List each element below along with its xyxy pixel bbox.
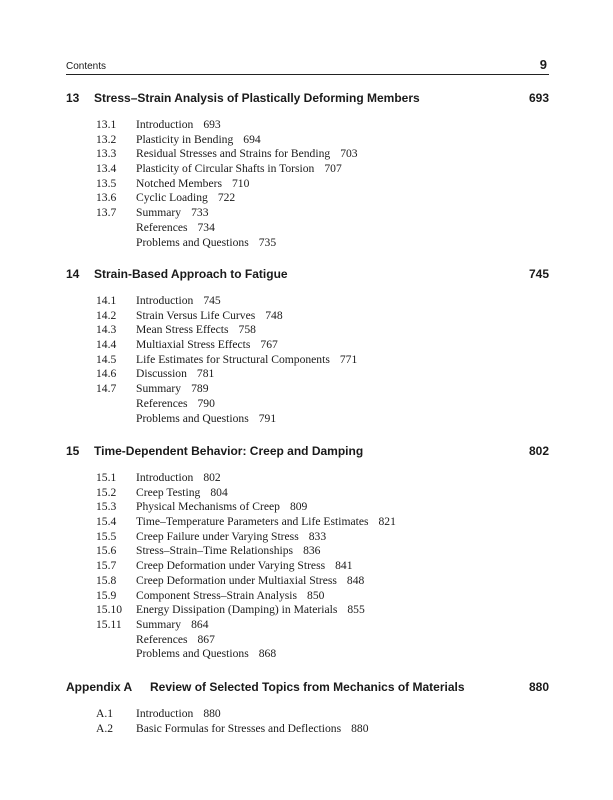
section-number: A.2: [96, 721, 114, 735]
section-title: Summary: [136, 382, 182, 396]
toc-entry: [66, 530, 549, 545]
section-title: Basic Formulas for Stresses and Deflections: [136, 721, 342, 735]
section-title: Time–Temperature Parameters and Life Estimates: [136, 515, 369, 529]
section-page: 802: [203, 471, 221, 484]
section-page: 758: [238, 323, 256, 337]
section-title: Discussion: [136, 367, 187, 381]
section-number: 14.7: [96, 382, 117, 396]
section-number: 13.3: [96, 147, 117, 161]
section-page: 855: [347, 603, 365, 617]
section-number: 15.2: [96, 485, 117, 499]
section-title: Component Stress–Strain Analysis: [136, 588, 298, 602]
section-page: 841: [335, 559, 353, 573]
section-number: 13.6: [96, 191, 117, 205]
toc-entry: [66, 471, 549, 486]
chapter-page: 745: [528, 267, 549, 281]
section-title: Cyclic Loading: [136, 191, 208, 205]
section-number: 14.3: [96, 323, 117, 337]
section-list: [66, 707, 549, 736]
section-page: 710: [231, 176, 250, 190]
section-title: Introduction: [136, 294, 194, 307]
section-title: Stress–Strain–Time Relationships: [136, 544, 294, 558]
toc-entry: [66, 309, 549, 324]
section-page: 745: [203, 294, 221, 307]
toc-entry: [66, 323, 549, 338]
section-page: 867: [197, 632, 215, 646]
chapter-heading: [66, 91, 549, 111]
toc-entry: [66, 707, 549, 722]
section-page: 836: [303, 544, 321, 558]
toc-entry: [66, 367, 549, 382]
toc-entry: [66, 206, 549, 221]
section-page: 804: [210, 485, 228, 499]
page-number: 9: [539, 57, 547, 72]
chapter-heading: [66, 680, 549, 700]
section-number: 15.9: [96, 588, 117, 602]
section-page: 722: [217, 191, 236, 205]
section-page: 880: [351, 721, 369, 735]
chapter-title: Time-Dependent Behavior: Creep and Damping: [94, 444, 364, 458]
toc-entry: [66, 236, 549, 251]
toc-entry: [66, 589, 549, 604]
section-page: 868: [258, 647, 277, 661]
toc-entry: [66, 722, 549, 737]
chapter-title: Strain-Based Approach to Fatigue: [94, 267, 288, 281]
toc-entry: [66, 191, 549, 206]
section-title: Energy Dissipation (Damping) in Materials: [136, 603, 338, 617]
section-page: 767: [260, 338, 278, 352]
chapter-15: [66, 444, 549, 662]
toc-entry: [66, 162, 549, 177]
toc-entry: [66, 559, 549, 574]
toc-entry: [66, 221, 549, 236]
section-title: Creep Deformation under Varying Stress: [136, 559, 326, 573]
section-list: [66, 118, 549, 250]
chapter-number: 15: [66, 444, 80, 458]
section-page: 748: [265, 308, 283, 322]
section-page: 850: [307, 588, 325, 602]
section-title: Notched Members: [136, 176, 222, 190]
toc-entry: [66, 177, 549, 192]
section-title: Strain Versus Life Curves: [136, 308, 256, 322]
toc-entry: [66, 574, 549, 589]
section-number: 15.3: [96, 500, 117, 514]
section-title: Problems and Questions: [136, 235, 249, 249]
chapter-page: 880: [528, 680, 549, 694]
toc-entry: [66, 618, 549, 633]
section-title: Creep Failure under Varying Stress: [136, 529, 299, 543]
section-page: 771: [339, 352, 358, 366]
section-page: 693: [203, 118, 221, 131]
toc-entry: [66, 397, 549, 412]
chapter-title: Stress–Strain Analysis of Plastically Deforming Members: [94, 91, 420, 105]
section-page: 789: [191, 382, 209, 396]
toc-entry: [66, 633, 549, 648]
section-number: 14.6: [96, 367, 117, 381]
chapter-page: 693: [528, 91, 549, 105]
chapter-number: 14: [66, 267, 80, 281]
section-page: 733: [191, 206, 209, 220]
section-page: 821: [378, 515, 396, 529]
section-title: References: [136, 632, 188, 646]
section-page: 707: [324, 162, 342, 176]
section-title: Introduction: [136, 118, 194, 131]
section-number: 13.7: [96, 206, 117, 220]
section-title: Mean Stress Effects: [136, 323, 229, 337]
section-number: A.1: [96, 707, 114, 720]
section-page: 848: [346, 573, 365, 587]
chapter-page: 802: [528, 444, 549, 458]
section-title: Summary: [136, 617, 182, 631]
section-number: 15.8: [96, 573, 117, 587]
toc-entry: [66, 147, 549, 162]
toc-entry: [66, 544, 549, 559]
section-list: [66, 294, 549, 426]
section-page: 880: [203, 707, 221, 720]
section-number: 14.1: [96, 294, 117, 307]
section-page: 735: [258, 235, 277, 249]
chapter-heading: [66, 444, 549, 464]
section-number: 15.5: [96, 529, 117, 543]
chapter-14: [66, 267, 549, 426]
appendix-a: [66, 680, 549, 736]
section-title: Physical Mechanisms of Creep: [136, 500, 280, 514]
section-page: 833: [308, 529, 327, 543]
toc-entry: [66, 353, 549, 368]
section-number: 15.6: [96, 544, 117, 558]
section-number: 15.4: [96, 515, 117, 529]
section-number: 14.4: [96, 338, 117, 352]
running-header-title: Contents: [66, 61, 107, 72]
section-number: 15.11: [96, 617, 122, 631]
section-title: Residual Stresses and Strains for Bending: [136, 147, 331, 161]
section-title: Creep Deformation under Multiaxial Stress: [136, 573, 337, 587]
toc-entry: [66, 603, 549, 618]
section-number: 13.5: [96, 176, 117, 190]
section-page: 734: [197, 220, 215, 234]
toc-entry: [66, 500, 549, 515]
section-page: 703: [340, 147, 358, 161]
toc-entry: [66, 412, 549, 427]
section-number: 13.1: [96, 118, 117, 131]
section-number: 14.5: [96, 352, 117, 366]
section-number: 14.2: [96, 308, 117, 322]
section-title: Summary: [136, 206, 182, 220]
section-page: 809: [289, 500, 308, 514]
section-title: Problems and Questions: [136, 647, 249, 661]
toc-entry: [66, 338, 549, 353]
section-page: 791: [258, 411, 277, 425]
section-title: Problems and Questions: [136, 411, 249, 425]
section-list: [66, 471, 549, 662]
section-page: 694: [243, 132, 261, 146]
chapter-13: [66, 91, 549, 250]
toc-entry: [66, 486, 549, 501]
section-page: 790: [197, 396, 215, 410]
section-title: Multiaxial Stress Effects: [136, 338, 251, 352]
section-number: 13.2: [96, 132, 117, 146]
section-number: 15.10: [96, 603, 123, 617]
section-number: 13.4: [96, 162, 117, 176]
toc-entry: [66, 382, 549, 397]
chapter-number: 13: [66, 91, 80, 105]
toc-entry: [66, 515, 549, 530]
section-title: Life Estimates for Structural Components: [136, 352, 330, 366]
chapter-heading: [66, 267, 549, 287]
section-title: Plasticity of Circular Shafts in Torsion: [136, 162, 315, 176]
toc-entry: [66, 647, 549, 662]
section-page: 781: [196, 367, 215, 381]
section-title: Introduction: [136, 471, 194, 484]
toc-entry: [66, 118, 549, 133]
section-number: 15.7: [96, 559, 117, 573]
running-header: [66, 56, 549, 75]
section-page: 864: [191, 617, 209, 631]
toc-entry: [66, 294, 549, 309]
section-number: 15.1: [96, 471, 117, 484]
section-title: References: [136, 220, 188, 234]
chapter-title: Review of Selected Topics from Mechanics of Materials: [150, 680, 465, 694]
section-title: Plasticity in Bending: [136, 132, 234, 146]
section-title: Introduction: [136, 707, 194, 720]
section-title: References: [136, 396, 188, 410]
section-title: Creep Testing: [136, 485, 201, 499]
toc-entry: [66, 133, 549, 148]
chapter-number: Appendix A: [66, 680, 133, 694]
